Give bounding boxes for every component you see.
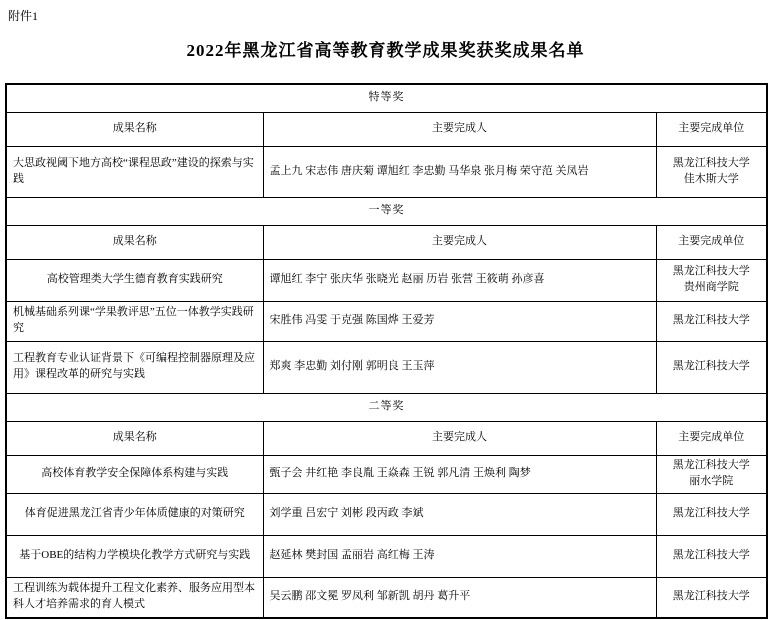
table-row bbox=[6, 393, 767, 421]
unit-cell bbox=[656, 535, 767, 577]
column-header-unit: 主要完成单位 bbox=[656, 225, 767, 259]
table-row bbox=[6, 259, 767, 301]
contributors-cell: 谭旭红 李宁 张庆华 张晓光 赵丽 历岩 张营 王筱萌 孙彦喜 bbox=[263, 259, 656, 301]
unit-cell bbox=[656, 301, 767, 341]
unit-line: 黑龙江科技大学 bbox=[672, 360, 750, 373]
achievement-name-cell: 高校体育教学安全保障体系构建与实践 bbox=[6, 455, 263, 493]
unit-line: 黑龙江科技大学 bbox=[672, 156, 750, 169]
unit-line: 贵州商学院 bbox=[683, 281, 739, 293]
contributors-cell: 刘学重 吕宏宁 刘彬 段丙政 李斌 bbox=[263, 493, 656, 535]
contributors-cell: 孟上九 宋志伟 唐庆菊 谭旭红 李忠勤 马华泉 张月梅 荣守范 关凤岩 bbox=[263, 146, 656, 197]
column-header-contributors: 主要完成人 bbox=[263, 112, 656, 146]
table-row bbox=[6, 455, 767, 493]
contributors-cell: 吴云鹏 邵文冕 罗凤利 邹新凯 胡丹 葛升平 bbox=[263, 577, 656, 618]
table-row bbox=[6, 301, 767, 341]
unit-line: 丽水学院 bbox=[689, 475, 734, 487]
column-header-unit: 主要完成单位 bbox=[656, 112, 767, 146]
unit-line: 黑龙江科技大学 bbox=[672, 549, 750, 562]
table-row bbox=[6, 535, 767, 577]
award-section-header: 一等奖 bbox=[6, 197, 767, 225]
achievement-name-cell: 工程教育专业认证背景下《可编程控制器原理及应用》课程改革的研究与实践 bbox=[6, 341, 263, 393]
unit-line: 黑龙江科技大学 bbox=[672, 507, 750, 520]
table-row bbox=[6, 577, 767, 618]
award-section-header: 特等奖 bbox=[6, 84, 767, 112]
achievement-name-cell: 基于OBE的结构力学模块化教学方式研究与实践 bbox=[6, 535, 263, 577]
unit-line: 黑龙江科技大学 bbox=[672, 590, 750, 603]
achievement-name-cell: 机械基础系列课“学果教评思”五位一体教学实践研究 bbox=[6, 301, 263, 341]
unit-line: 黑龙江科技大学 bbox=[672, 265, 750, 278]
table-row bbox=[6, 112, 767, 146]
column-header-name: 成果名称 bbox=[6, 225, 263, 259]
achievement-name-cell: 高校管理类大学生德育教育实践研究 bbox=[6, 259, 263, 301]
contributors-cell: 郑爽 李忠勤 刘付刚 郭明良 王玉萍 bbox=[263, 341, 656, 393]
unit-line: 佳木斯大学 bbox=[683, 172, 739, 185]
unit-cell bbox=[656, 341, 767, 393]
page-title: 2022年黑龙江省高等教育教学成果奖获奖成果名单 bbox=[186, 41, 585, 60]
column-header-contributors: 主要完成人 bbox=[263, 225, 656, 259]
table-row bbox=[6, 493, 767, 535]
achievement-name-cell: 体育促进黑龙江省青少年体质健康的对策研究 bbox=[6, 493, 263, 535]
table-row bbox=[6, 197, 767, 225]
unit-cell bbox=[656, 146, 767, 197]
award-results-table bbox=[5, 83, 768, 619]
contributors-cell: 赵延林 樊封国 孟丽岩 高红梅 王涛 bbox=[263, 535, 656, 577]
column-header-unit: 主要完成单位 bbox=[656, 421, 767, 455]
column-header-name: 成果名称 bbox=[6, 421, 263, 455]
achievement-name-cell: 大思政视阈下地方高校“课程思政”建设的探索与实践 bbox=[6, 146, 263, 197]
contributors-cell: 甄子会 井红艳 李良胤 王焱森 王锐 郭凡清 王焕利 陶梦 bbox=[263, 455, 656, 493]
table-row bbox=[6, 341, 767, 393]
column-header-name: 成果名称 bbox=[6, 112, 263, 146]
unit-line: 黑龙江科技大学 bbox=[672, 459, 750, 472]
table-row bbox=[6, 225, 767, 259]
attachment-label: 附件1 bbox=[8, 9, 39, 23]
unit-cell bbox=[656, 577, 767, 618]
contributors-cell: 宋胜伟 冯雯 于克强 陈国烨 王爱芳 bbox=[263, 301, 656, 341]
table-row bbox=[6, 84, 767, 112]
column-header-contributors: 主要完成人 bbox=[263, 421, 656, 455]
unit-cell bbox=[656, 455, 767, 493]
table-row bbox=[6, 146, 767, 197]
unit-cell bbox=[656, 259, 767, 301]
unit-cell bbox=[656, 493, 767, 535]
award-section-header: 二等奖 bbox=[6, 393, 767, 421]
table-row bbox=[6, 421, 767, 455]
unit-line: 黑龙江科技大学 bbox=[672, 314, 750, 327]
achievement-name-cell: 工程训练为载体提升工程文化素养、服务应用型本科人才培养需求的育人模式 bbox=[6, 577, 263, 618]
